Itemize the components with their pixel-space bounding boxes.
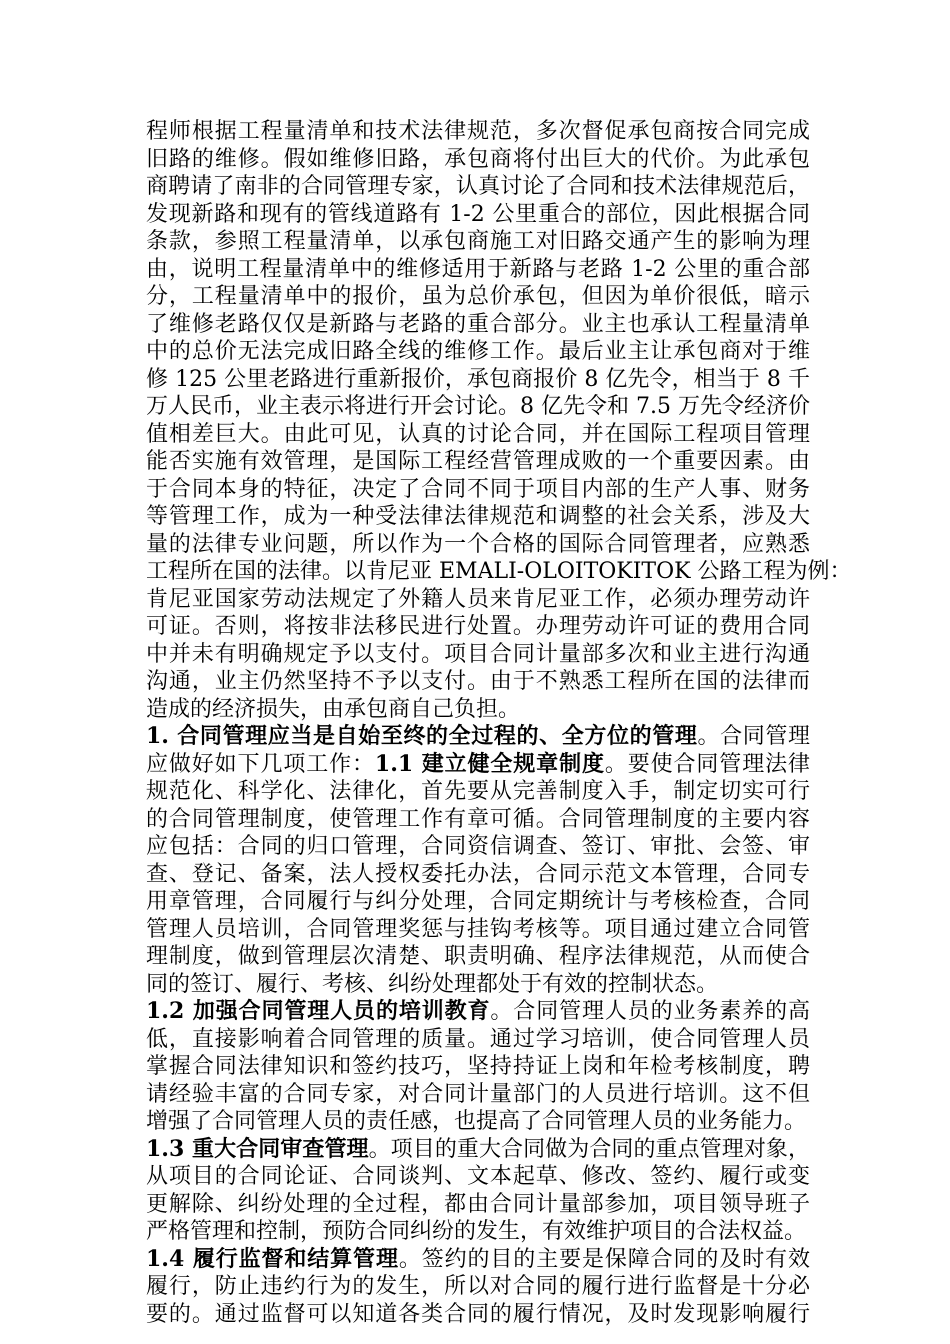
body-text: 履行，防止违约行为的发生，所以对合同的履行进行监督是十分必 (146, 1274, 810, 1299)
text-line (146, 778, 810, 806)
text-line (146, 421, 810, 449)
body-text: 中并未有明确规定予以支付。项目合同计量部多次和业主进行沟通 (146, 641, 810, 667)
text-line (146, 476, 810, 504)
body-text: 程师根据工程量清单和技术法律规范，多次督促承包商按合同完成 (146, 119, 810, 144)
text-line (146, 283, 810, 311)
text-line (146, 641, 810, 669)
body-text: 条款，参照工程量清单，以承包商施工对旧路交通产生的影响为理 (146, 229, 810, 254)
text-line (146, 1273, 810, 1301)
body-text: 肯尼亚国家劳动法规定了外籍人员来肯尼亚工作，必须办理劳动许 (146, 586, 810, 612)
bold-heading-text: 1. 合同管理应当是自始至终的全过程的、全方位的管理 (146, 723, 698, 749)
text-line (146, 1026, 810, 1054)
body-text: 更解除、纠纷处理的全过程，都由合同计量部参加，项目领导班子 (146, 1191, 810, 1217)
text-line (146, 311, 810, 339)
body-text: 规范化、科学化、法律化，首先要从完善制度入手，制定切实可行 (146, 779, 810, 804)
body-text: 发现新路和现有的管线道路有 1-2 公里重合的部位，因此根据合同 (146, 201, 810, 227)
body-text: 严格管理和控制，预防合同纠纷的发生，有效维护项目的合法权益。 (146, 1219, 807, 1244)
text-line (146, 1191, 810, 1219)
text-line (146, 696, 810, 724)
bold-heading-text: 1.4 履行监督和结算管理 (146, 1245, 399, 1272)
body-text: 工程所在国的法律。以肯尼亚 EMALI-OLOITOKITOK 公路工程为例： (146, 559, 852, 584)
bold-heading-text: 1.2 加强合同管理人员的培训教育 (146, 998, 491, 1024)
body-text: 应做好如下几项工作： (146, 751, 375, 777)
text-line (146, 998, 810, 1026)
text-line (146, 228, 810, 256)
text-line (146, 916, 810, 944)
body-text: 。签约的目的主要是保障合同的及时有效 (398, 1246, 810, 1272)
text-line (146, 586, 810, 614)
text-line (146, 943, 810, 971)
text-line (146, 1053, 810, 1081)
body-text: 理制度，做到管理层次清楚、职责明确、程序法律规范，从而使合 (146, 944, 810, 969)
body-text: 中的总价无法完成旧路全线的维修工作。最后业主让承包商对于维 (146, 339, 810, 364)
text-line (146, 888, 810, 916)
body-text: 由，说明工程量清单中的维修适用于新路与老路 1-2 公里的重合部 (146, 256, 810, 282)
body-text: 从项目的合同论证、合同谈判、文本起草、修改、签约、履行或变 (146, 1164, 810, 1189)
body-text: 可证。否则，将按非法移民进行处置。办理劳动许可证的费用合同 (146, 614, 810, 639)
bold-heading-text: 1.3 重大合同审查管理 (146, 1135, 369, 1162)
body-text: 于合同本身的特征，决定了合同不同于项目内部的生产人事、财务 (146, 476, 810, 502)
body-text: 旧路的维修。假如维修旧路，承包商将付出巨大的代价。为此承包 (146, 146, 810, 172)
text-line (146, 201, 810, 229)
text-line (146, 751, 810, 779)
body-text: 。合同管理人员的业务素养的高 (490, 999, 810, 1024)
document-body (146, 118, 852, 1328)
text-line (146, 1081, 810, 1109)
body-text: 低，直接影响着合同管理的质量。通过学习培训，使合同管理人员 (146, 1026, 810, 1052)
body-text: 要的。通过监督可以知道各类合同的履行情况，及时发现影响履行 (146, 1301, 810, 1327)
text-line (146, 1218, 810, 1246)
body-text: 用章管理，合同履行与纠分处理，合同定期统计与考核检查，合同 (146, 889, 810, 914)
body-text: 的合同管理制度，使管理工作有章可循。合同管理制度的主要内容 (146, 806, 810, 832)
text-line (146, 1301, 810, 1329)
body-text: 增强了合同管理人员的责任感，也提高了合同管理人员的业务能力。 (146, 1109, 807, 1134)
text-line (146, 256, 810, 284)
text-line (146, 1136, 810, 1164)
body-text: 万人民币，业主表示将进行开会讨论。8 亿先令和 7.5 万先令经济价 (146, 394, 810, 419)
text-line (146, 338, 810, 366)
body-text: 分，工程量清单中的报价，虽为总价承包，但因为单价很低，暗示 (146, 284, 810, 309)
text-line (146, 1163, 810, 1191)
text-line (146, 558, 852, 586)
text-line (146, 1246, 810, 1274)
text-line (146, 971, 810, 999)
body-text: 沟通，业主仍然坚持不予以支付。由于不熟悉工程所在国的法律而 (146, 669, 810, 694)
text-line (146, 723, 810, 751)
body-text: 查、登记、备案，法人授权委托办法，合同示范文本管理，合同专 (146, 861, 810, 887)
body-text: 造成的经济损失，由承包商自己负担。 (146, 696, 521, 722)
text-line (146, 833, 810, 861)
body-text: 能否实施有效管理，是国际工程经营管理成败的一个重要因素。由 (146, 449, 810, 474)
body-text: 。项目的重大合同做为合同的重点管理对象， (368, 1136, 810, 1162)
body-text: 修 125 公里老路进行重新报价，承包商报价 8 亿先令，相当于 8 千 (146, 366, 810, 392)
body-text: 商聘请了南非的合同管理专家，认真讨论了合同和技术法律规范后， (146, 174, 810, 199)
text-line (146, 393, 810, 421)
text-line (146, 668, 810, 696)
text-line (146, 1108, 810, 1136)
body-text: 了维修老路仅仅是新路与老路的重合部分。业主也承认工程量清单 (146, 311, 810, 337)
text-line (146, 613, 810, 641)
body-text: 。合同管理 (697, 724, 810, 749)
body-text: 管理人员培训，合同管理奖惩与挂钩考核等。项目通过建立合同管 (146, 916, 810, 942)
body-text: 应包括：合同的归口管理，合同资信调查、签订、审批、会签、审 (146, 834, 810, 859)
text-line (146, 173, 810, 201)
text-line (146, 531, 810, 559)
text-line (146, 366, 810, 394)
text-line (146, 503, 810, 531)
body-text: 量的法律专业问题，所以作为一个合格的国际合同管理者，应熟悉 (146, 531, 810, 557)
body-text: 等管理工作，成为一种受法律法律规范和调整的社会关系，涉及大 (146, 504, 810, 529)
text-line (146, 806, 810, 834)
body-text: 。要使合同管理法律 (604, 751, 810, 777)
text-line (146, 118, 810, 146)
body-text: 同的签订、履行、考核、纠纷处理都处于有效的控制状态。 (146, 971, 719, 997)
text-line (146, 146, 810, 174)
text-line (146, 448, 810, 476)
bold-heading-text: 1.1 建立健全规章制度 (374, 750, 605, 777)
text-line (146, 861, 810, 889)
body-text: 值相差巨大。由此可见，认真的讨论合同，并在国际工程项目管理 (146, 421, 810, 447)
body-text: 掌握合同法律知识和签约技巧，坚持持证上岗和年检考核制度，聘 (146, 1054, 810, 1079)
body-text: 请经验丰富的合同专家，对合同计量部门的人员进行培训。这不但 (146, 1081, 810, 1107)
